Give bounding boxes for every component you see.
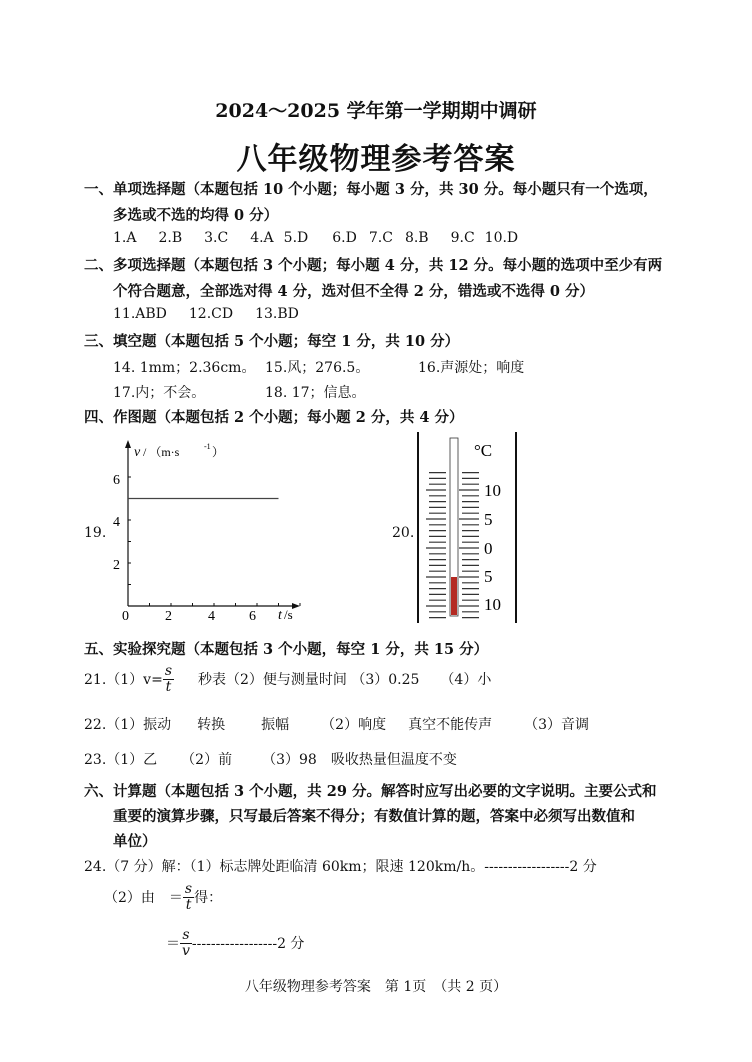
answer-15: 15.风；276.5。 [265, 360, 370, 376]
answer-24-part3: ＝ $\frac{s}{v}$ ------------------2 分 [166, 927, 305, 960]
answer-item: 2.B [158, 230, 183, 246]
x-tick-label: 0 [122, 609, 129, 622]
section4-heading: 四、作图题（本题包括 2 个小题；每小题 2 分，共 4 分） [84, 409, 464, 426]
answer-23: 23.（1）乙 （2）前 （3）98 吸收热量但温度不变 [84, 752, 457, 768]
answer-21-prefix: 21.（1）v= [84, 671, 163, 688]
thermo-label: 5 [484, 510, 493, 529]
thermometer [414, 430, 522, 626]
y-axis-arrow [125, 440, 131, 448]
y-axis-label-close: ） [212, 445, 225, 459]
answer-item: 5.D [283, 230, 309, 246]
question-20-label: 20. [392, 525, 415, 541]
thermo-label: 10 [484, 595, 501, 614]
y-tick-label: 6 [113, 473, 120, 488]
x-tick-label: 2 [165, 609, 172, 622]
thermo-label: 10 [484, 481, 501, 500]
page-footer: 八年级物理参考答案 第 1页 （共 2 页） [244, 979, 508, 995]
thermo-label: 5 [484, 567, 493, 586]
answer-21-rest: 秒表（2）便与测量时间 （3）0.25 （4）小 [198, 671, 492, 688]
answer-14: 14. 1mm；2.36cm。 [113, 360, 256, 376]
section2-heading-cont: 个符合题意，全部选对得 4 分，选对但不全得 2 分，错选或不选得 0 分） [113, 283, 595, 300]
answer-item: 10.D [484, 230, 519, 246]
answer-22: 22.（1）振动 转换 振幅 （2）响度 真空不能传声 （3）音调 [84, 717, 590, 733]
answer-18: 18. 17；信息。 [265, 385, 366, 401]
answer-item: 7.C [368, 230, 393, 246]
fraction-s-over-v: $\frac{s}{v}$ [182, 927, 190, 960]
answer-24-part2: （2）由 ＝ $\frac{s}{t}$ 得： [104, 881, 223, 914]
answer-item: 6.D [332, 230, 357, 246]
answer-17: 17.内；不会。 [113, 385, 206, 401]
section1-answers [113, 230, 540, 246]
question-19-label: 19. [84, 525, 107, 541]
section1-heading: 一、单项选择题（本题包括 10 个小题；每小题 3 分，共 30 分。每小题只有一个选项， [84, 181, 658, 198]
x-axis-arrow [292, 603, 300, 609]
x-tick-label: 6 [249, 609, 256, 622]
y-axis-label-exp: -1 [204, 442, 211, 451]
doc-subtitle: 八年级物理参考答案 [236, 142, 516, 177]
section2-heading: 二、多项选择题（本题包括 3 个小题；每小题 4 分，共 12 分。每小题的选项中至少有两 [84, 257, 663, 274]
doc-title: 2024～2025 学年第一学期期中调研 [215, 100, 537, 122]
answer-item: 8.B [404, 230, 429, 246]
x-axis-label-t: t [278, 608, 282, 622]
section6-heading-cont2: 单位） [113, 833, 157, 850]
celsius-unit: °C [474, 441, 493, 460]
velocity-time-graph [108, 436, 308, 622]
answer-24-part1: 24.（7 分）解：（1）标志牌处距临清 60km；限速 120km/h。------------------2 分 [84, 859, 597, 875]
answer-16: 16.声源处；响度 [418, 360, 525, 376]
answer-item: 9.C [450, 230, 475, 246]
fraction-s-over-t: $\frac{s}{t}$ [184, 881, 193, 914]
x-axis-label-unit: /s [284, 607, 293, 622]
section6-heading: 六、计算题（本题包括 3 个小题，共 29 分。解答时应写出必要的文字说明。主要公式和 [84, 783, 657, 800]
y-tick-label: 4 [113, 515, 120, 530]
y-axis-label-unit: / （m·s [143, 445, 180, 459]
answer-item: 1.A [113, 230, 137, 246]
thermometer-liquid [451, 577, 457, 615]
y-axis-label-v: v [134, 445, 141, 460]
x-tick-label: 4 [208, 609, 215, 622]
answer-item: 4.A [250, 230, 274, 246]
y-tick-label: 2 [113, 558, 120, 573]
section2-answers [113, 306, 321, 322]
answer-21 [84, 664, 491, 696]
fraction-s-over-t: $\frac{s}{t}$ [164, 663, 172, 696]
answer-item: 12.CD [188, 306, 234, 322]
answer-item: 11.ABD [113, 306, 167, 322]
section1-heading-cont: 多选或不选的均得 0 分） [113, 207, 279, 224]
answer-item: 3.C [204, 230, 229, 246]
answer-item: 13.BD [255, 306, 299, 322]
section5-heading: 五、实验探究题（本题包括 3 个小题，每空 1 分，共 15 分） [84, 641, 489, 658]
thermo-label: 0 [484, 539, 493, 558]
section6-heading-cont: 重要的演算步骤，只写最后答案不得分；有数值计算的题，答案中必须写出数值和 [113, 808, 635, 825]
section3-heading: 三、填空题（本题包括 5 个小题；每空 1 分，共 10 分） [84, 333, 460, 350]
